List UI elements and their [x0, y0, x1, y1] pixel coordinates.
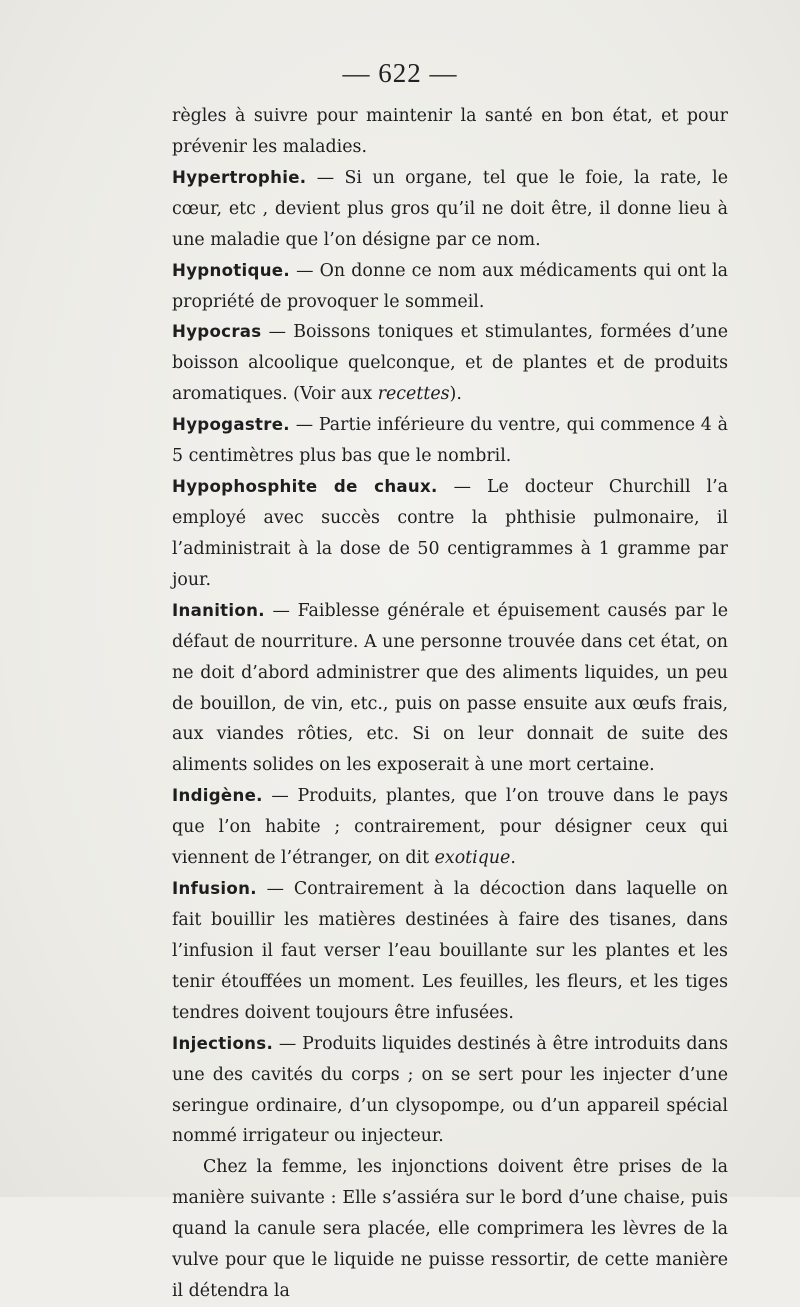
entry-injections — [172, 1029, 728, 1153]
entry-italic-reference: recettes — [377, 384, 450, 405]
entry-definition: — Le docteur Churchill l’a employé avec succès contre la phthisie pulmonaire, il l’administrait à la dose de 50 centigrammes à 1 gramme par jour. — [172, 477, 728, 590]
entry-term: Hypogastre. — [172, 415, 290, 435]
entry-hypocras — [172, 317, 728, 410]
entry-indigene — [172, 781, 728, 874]
entry-term: Injections. — [172, 1033, 274, 1053]
entry-definition: — Partie inférieure du ventre, qui commence 4 à 5 centimètres plus bas que le nombril. — [172, 415, 728, 467]
entry-definition: — Produits, plantes, que l’on trouve dans le pays que l’on habite ; contrairement, pour désigner ceux qui viennent de l’étranger, on dit — [172, 786, 728, 869]
final-paragraph: Chez la femme, les injonctions doivent être prises de la manière suivante : Elle s’assiéra sur le bord d’une chaise, puis quand la canule sera placée, elle comprimera les lèvres de la vulve pour que le liquide ne puisse ressortir, de cette manière il détendra la — [172, 1157, 728, 1302]
entry-hypophosphite — [172, 472, 728, 596]
entry-term: Hypertrophie. — [172, 167, 307, 187]
entry-inanition — [172, 596, 728, 782]
opening-paragraph: règles à suivre pour maintenir la santé en bon état, et pour prévenir les maladies. — [172, 106, 728, 157]
entry-term: Inanition. — [172, 600, 265, 620]
entry-definition-tail: . — [510, 848, 516, 869]
page-number: — 622 — — [342, 58, 458, 88]
entry-term: Infusion. — [172, 879, 257, 899]
entry-definition: — Contrairement à la décoction dans laquelle on fait bouillir les matières destinées à faire des tisanes, dans l’infusion il faut verser l’eau bouillante sur les plantes et les tenir étouffées un moment. Les feuilles, les fleurs, et les tiges tendres doivent toujours être infusées. — [172, 879, 728, 1023]
entry-term: Hypocras — [172, 322, 262, 342]
entry-hypertrophie — [172, 163, 728, 256]
entry-infusion — [172, 874, 728, 1029]
entry-definition: — Produits liquides destinés à être introduits dans une des cavités du corps ; on se sert pour les injecter d’une seringue ordinaire, d’un clysopompe, ou d’un appareil spécial nommé irrigateur ou injecteur. — [172, 1033, 728, 1147]
entry-hypogastre — [172, 410, 728, 472]
entry-definition: — Faiblesse générale et épuisement causés par le défaut de nourriture. A une personne trouvée dans cet état, on ne doit d’abord administrer que des aliments liquides, un peu de bouillon, de vin, etc., puis on passe ensuite aux œufs frais, aux viandes rôties, etc. Si on leur donnait de suite des aliments solides on les exposerait à une mort certaine. — [172, 600, 728, 776]
entry-term: Hypophosphite de chaux. — [172, 477, 438, 497]
entry-term: Indigène. — [172, 786, 263, 806]
dictionary-text — [172, 101, 728, 1307]
entry-definition: — On donne ce nom aux médicaments qui ont la propriété de provoquer le sommeil. — [172, 260, 728, 312]
entry-definition: — Si un organe, tel que le foie, la rate, le cœur, etc , devient plus gros qu’il ne doit être, il donne lieu à une maladie que l’on désigne par ce nom. — [172, 167, 728, 250]
entry-hypnotique — [172, 256, 728, 318]
entry-term: Hypnotique. — [172, 260, 290, 280]
entry-definition: — Boissons toniques et stimulantes, formées d’une boisson alcoolique quelconque, et de plantes et de produits aromatiques. (Voir aux — [172, 322, 728, 405]
entry-definition-tail: ). — [449, 384, 462, 405]
entry-italic-reference: exotique — [434, 848, 511, 869]
